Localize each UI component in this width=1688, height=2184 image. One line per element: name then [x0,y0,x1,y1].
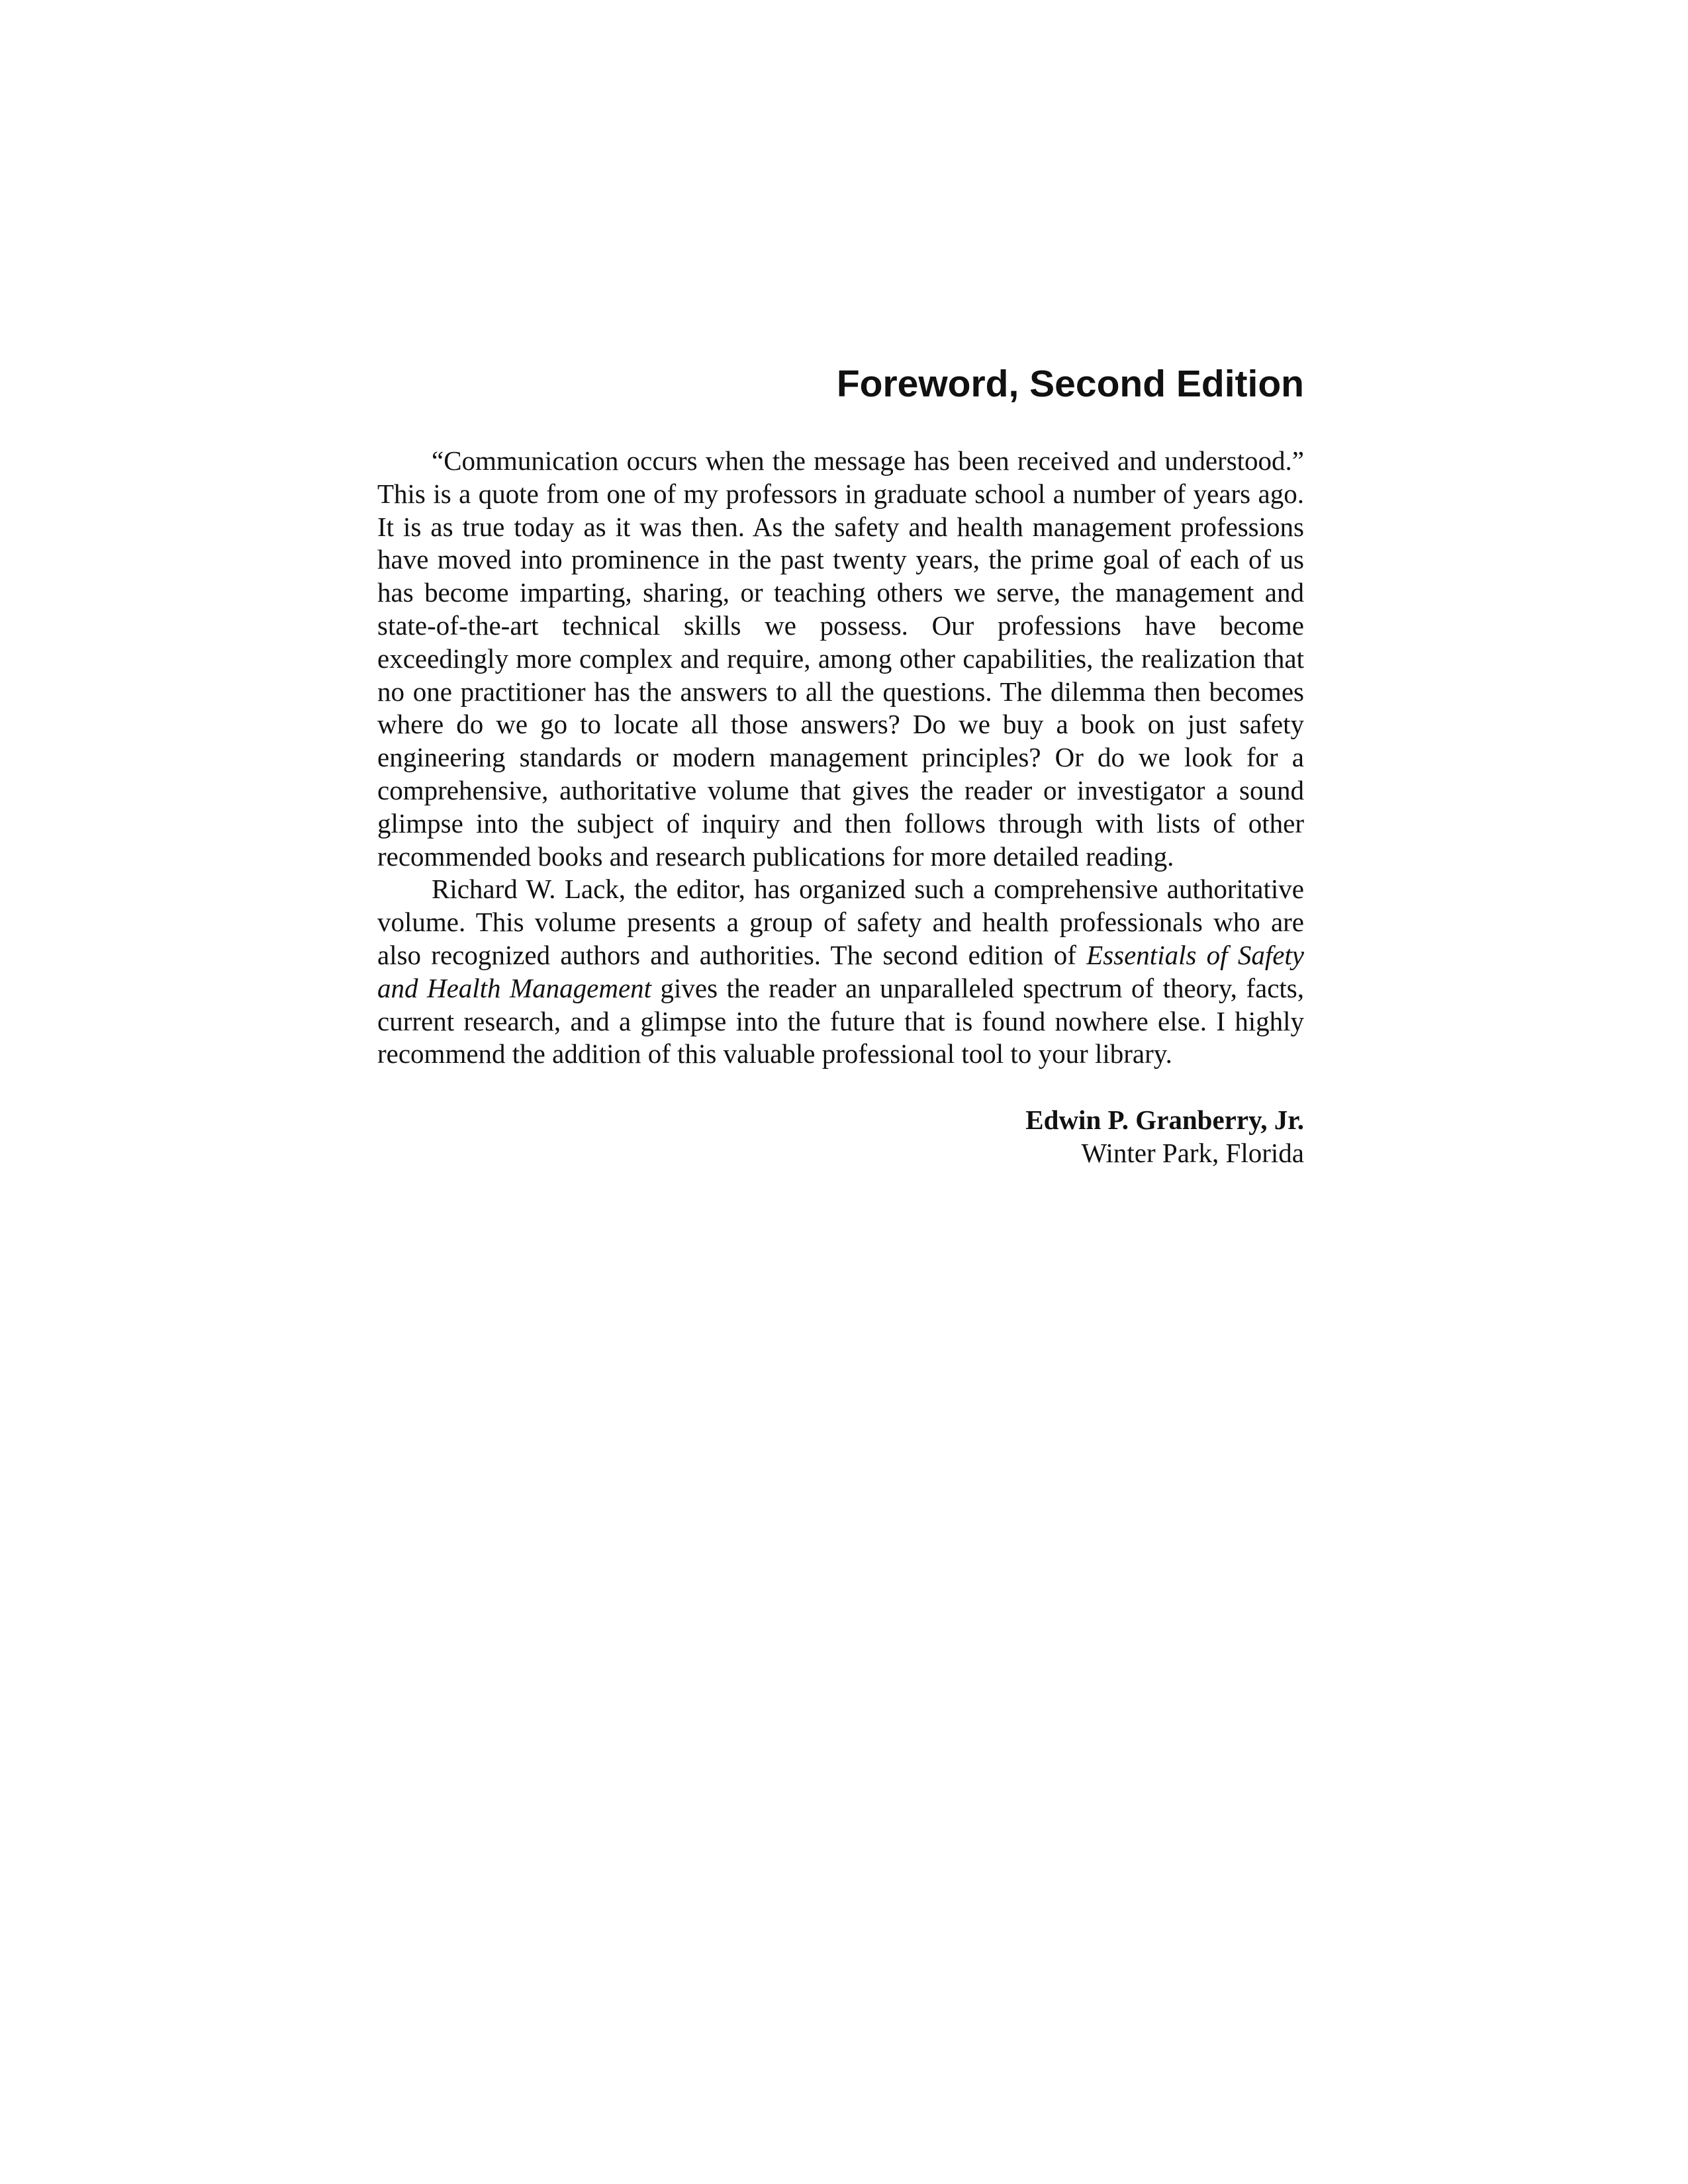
author-name: Edwin P. Granberry, Jr. [1025,1105,1304,1136]
author-location: Winter Park, Florida [1081,1137,1304,1168]
paragraph-2 [377,873,1304,1071]
paragraph-1-text: “Communication occurs when the message has been received and understood.” This is a quote from one of my professors in graduate school a number of years ago. It is as true today as it was then. As the safety and health management professions have moved into prominence in the past twenty years, the prime goal of each of us has become imparting, sharing, or teaching others we serve, the management and state-of-the-art technical skills we possess. Our professions have become exceedingly more complex and require, among other capabilities, the realization that no one practitioner has the answers to all the questions. The dilemma then becomes where do we go to locate all those answers? Do we buy a book on just safety engineering standards or modern management principles? Or do we look for a comprehensive, authoritative volume that gives the reader or investigator a sound glimpse into the subject of inquiry and then follows through with lists of other recommended books and research publications for more detailed reading. [377,445,1304,872]
foreword-body [377,445,1304,1071]
paragraph-1 [377,445,1304,873]
paragraph-2-text-start: Richard W. Lack, the editor, has organized such a comprehensive authoritative volume. This volume presents a group of safety and health professionals who are also recognized authors and authorities. The second edition of [377,874,1304,970]
signature-block [377,1104,1304,1170]
book-title: Essentials of Safety and Health Management [377,939,1304,1003]
foreword-page [377,357,1304,1170]
page-title: Foreword, Second Edition [836,363,1304,405]
paragraph-2-text-end: gives the reader an unparalleled spectrum of theory, facts, current research, and a glimpse into the future that is found nowhere else. I highly recommend the addition of this valuable professional tool to your library. [377,972,1305,1069]
